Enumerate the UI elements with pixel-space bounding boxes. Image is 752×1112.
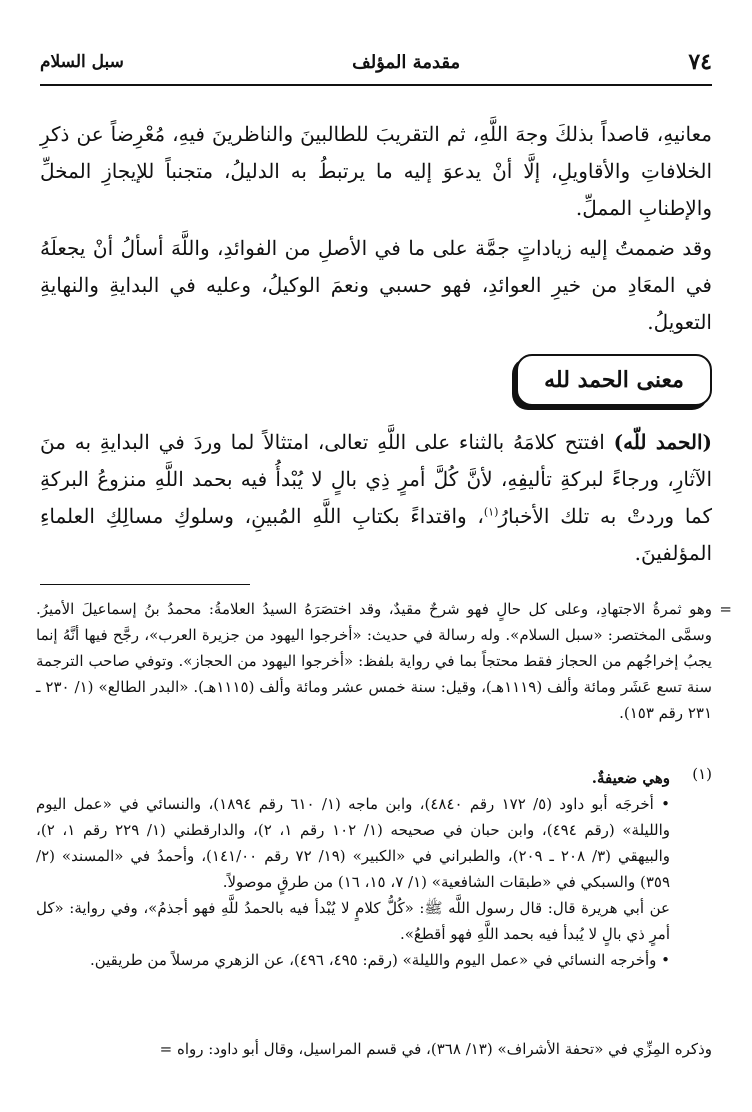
book-title: سبل السلام (40, 52, 124, 72)
footnote-ref-1: (١) (483, 505, 499, 519)
paragraph-3-text-end: ، واقتداءً بكتابِ اللَّهِ المُبينِ، وسلوكِ مسالِكِ العلماءِ المؤلفينَ. (40, 504, 712, 565)
header-divider (40, 84, 712, 86)
footnote-1-line-b: عن أبي هريرة قال: قال رسول اللَّه ﷺ: «كُلُّ كلامٍ لا يُبْدأ فيه بالحمدُ للَّهِ فهو أجذمُ»، وفي رواية: «كل أمرٍ ذي بالٍ لا يُبدأ فيه بحمد اللَّهِ فهو أقطعُ». (36, 899, 670, 943)
paragraph-3 (40, 424, 712, 572)
footnote-continuation-marker: = (719, 600, 732, 618)
paragraph-1: معانيهِ، قاصداً بذلكَ وجهَ اللَّهِ، ثم التقريبَ للطالبينَ والناظرينَ فيهِ، مُعْرِضاً عن ذكرِ الخلافاتِ والأقاويلِ، إلَّا أنْ يدعوَ إليه ما يرتبطُ به الدليلُ، متجنباً للإيجازِ المخلِّ والإطنابِ المملِّ. (40, 122, 712, 220)
page-header (40, 42, 712, 82)
chapter-title: مقدمة المؤلف (352, 51, 461, 73)
footnote-1-intro: وهي ضعيفةٌ. (591, 769, 670, 787)
footnote-divider (40, 584, 250, 585)
footnote-1-line-c: • وأخرجه النسائي في «عمل اليوم والليلة» (رقم: ٤٩٥، ٤٩٦)، عن الزهري مرسلاً من طريقين. (89, 951, 670, 969)
paragraph-3-lead: (الحمد للّه) (613, 430, 713, 454)
footnote-continuation: وهو ثمرةُ الاجتهادِ، وعلى كل حالٍ فهو شرحٌ مقيدٌ، وقد اختصَرَهُ السيدُ العلامةُ: محمدُ بنُ إسماعيلَ الأميرُ. وسمَّى المختصر: «سبل السلام». وله رسالة في حديث: «أخرجوا اليهود من جزيرة العرب»، رجَّح فيها أنَّهُ إنما يجبُ إخراجُهم من الحجاز فقط محتجاً بما في رواية بلفظ: «أخرجوا اليهود من الحجاز». وتوفي صاحب الترجمة سنة تسع عَشَر ومائة وألف (١١١٩هـ)، وقيل: سنة خمس عشر ومائة وألف (١١١٥هـ). «البدر الطالع» (١/ ٢٣٠ ـ ٢٣١ رقم ١٥٣). (36, 600, 712, 722)
paragraph-2: وقد ضممتُ إليه زياداتٍ جمَّة على ما في الأصلِ من الفوائدِ، واللَّهَ أسألُ أنْ يجعلَهُ في المعَادِ من خيرِ العوائدِ، فهو حسبي ونعمَ الوكيلُ، وعليه في البدايةِ والنهايةِ التعويلُ. (40, 236, 712, 334)
footnote-1-line-a: • أخرجَه أبو داود (٥/ ١٧٢ رقم ٤٨٤٠)، وابن ماجه (١/ ٦١٠ رقم ١٨٩٤)، والنسائي في «عمل اليوم والليلة» (رقم ٤٩٤)، وابن حبان في صحيحه (١/ ١٠٢ رقم ١، ٢)، والدارقطني (١/ ٢٢٩ رقم ١، ٢)، والبيهقي (٣/ ٢٠٨ ـ ٢٠٩)، والطبراني في «الكبير» (١٩/ ٧٢ رقم ١٤١/٠٠)، وأحمدُ في «المسند» (٢/ ٣٥٩) والسبكي في «طبقات الشافعية» (١/ ٧، ١٥، ١٦) من طرقٍ موصولاً. (36, 795, 671, 891)
footnote-1-number: (١) (692, 765, 712, 783)
paragraph-3-text: افتتح كلامَهُ بالثناء على اللَّهِ تعالى، امتثالاً لما وردَ في البدايةِ به منَ الآثارِ، ورجاءً لبركةِ تأليفِهِ، لأنَّ كُلَّ أمرٍ ذِي بالٍ لا يُبْدأُ فيه بحمد اللَّهِ منزوعُ البركةِ كما وردتْ به تلك الأخبارُ (40, 430, 713, 528)
footnote-1-line-d: وذكره المِزِّي في «تحفة الأشراف» (١٣/ ٣٦٨)، في قسم المراسيل، وقال أبو داود: رواه = (159, 1040, 712, 1058)
page-number: ٧٤ (688, 49, 712, 75)
section-heading: معنى الحمد لله (516, 354, 712, 406)
footnote-1 (36, 765, 670, 973)
